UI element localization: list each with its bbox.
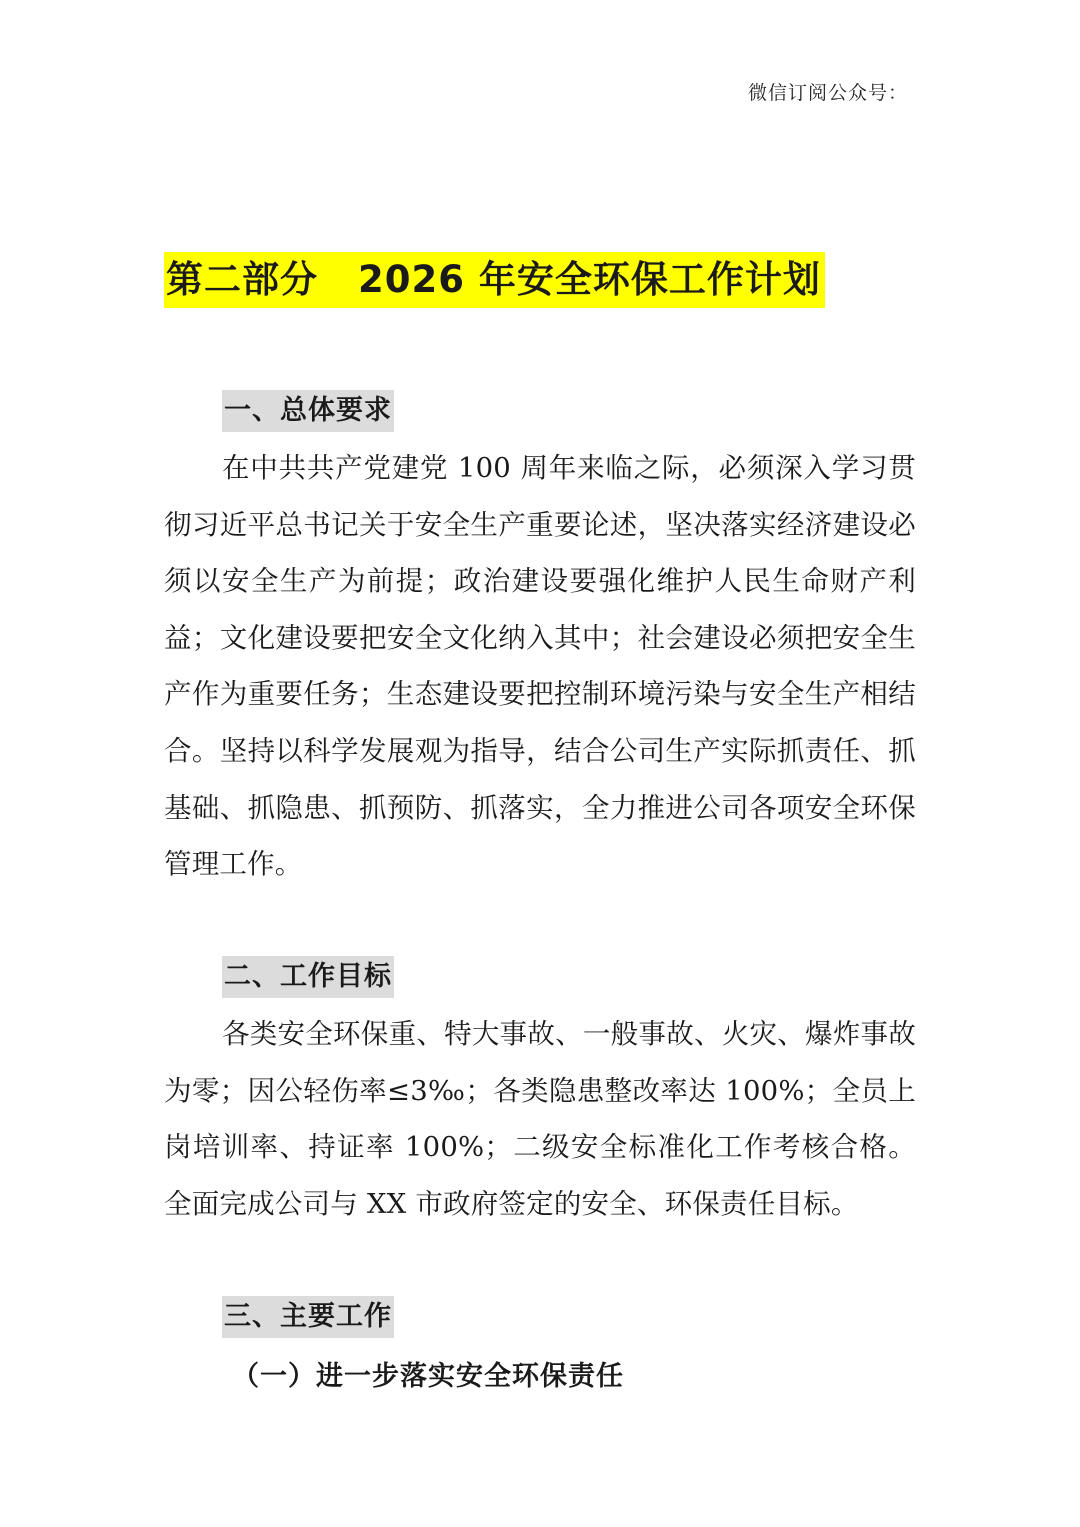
- section-body-general-requirements: 在中共共产党建党 100 周年来临之际，必须深入学习贯彻习近平总书记关于安全生产重要论述，坚决落实经济建设必须以安全生产为前提；政治建设要强化维护人民生命财产利益；文化建设要把安全文化纳入其中；社会建设必须把安全生产作为重要任务；生态建设要把控制环境污染与安全生产相结合。坚持以科学发展观为指导，结合公司生产实际抓责任、抓基础、抓隐患、抓预防、抓落实，全力推进公司各项安全环保管理工作。: [164, 452, 916, 881]
- subsection-heading-responsibility: （一）进一步落实安全环保责任: [232, 1361, 624, 1392]
- section-body-work-targets: 各类安全环保重、特大事故、一般事故、火灾、爆炸事故为零；因公轻伤率≤3‰；各类隐患整改率达 100%；全员上岗培训率、持证率 100%；二级安全标准化工作考核合格。全面完成公司与 XX 市政府签定的安全、环保责任目标。: [164, 1018, 916, 1220]
- part-title-label: 第二部分: [166, 258, 318, 301]
- wechat-account-note: 微信订阅公众号：: [747, 82, 908, 104]
- part-title-text: 2026 年安全环保工作计划: [358, 258, 821, 301]
- section-heading-general-requirements: 一、总体要求: [222, 390, 394, 432]
- section-heading-main-work: 三、主要工作: [222, 1296, 394, 1338]
- section-heading-work-targets: 二、工作目标: [222, 956, 394, 998]
- part-title: [164, 252, 825, 308]
